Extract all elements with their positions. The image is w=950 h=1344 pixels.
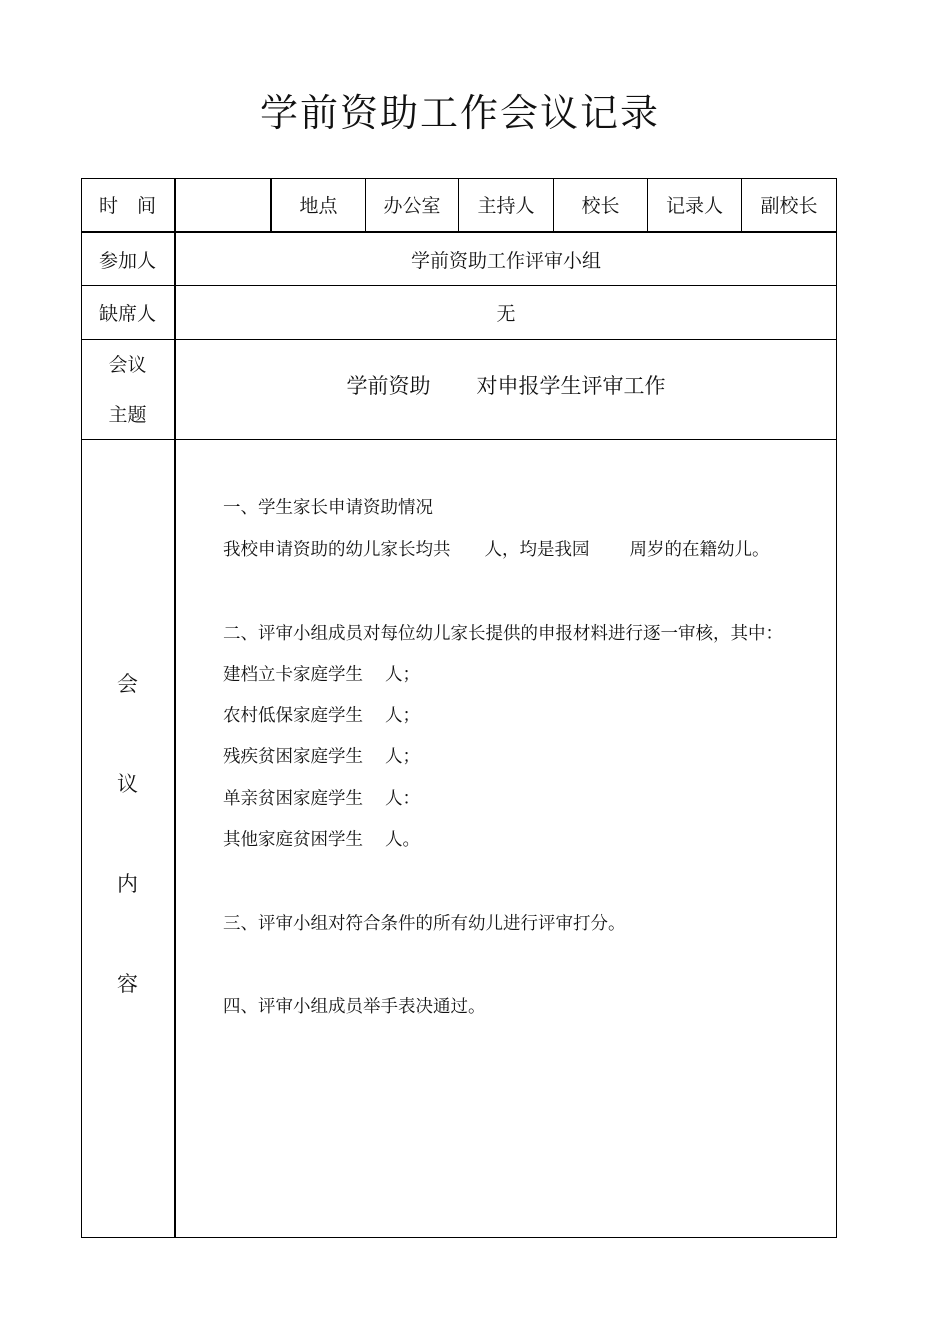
list-item-label: 残疾贫困家庭学生 — [223, 747, 363, 767]
table-border-bottom — [81, 1237, 837, 1238]
list-item — [223, 702, 420, 727]
content-label-char: 会 — [117, 672, 138, 696]
list-item — [223, 661, 420, 686]
item1-part-a: 我校申请资助的幼儿家长均共 — [223, 540, 451, 560]
list-item-suffix: 人； — [385, 747, 420, 767]
recorder-value: 副校长 — [760, 195, 818, 217]
content-label-char: 容 — [117, 972, 138, 996]
item1-part-b: 人，均是我园 — [484, 540, 590, 560]
theme-part1: 学前资助 — [346, 374, 431, 398]
absentees-value: 无 — [496, 303, 516, 325]
meeting-record-table — [81, 178, 837, 1238]
list-item-label: 其他家庭贫困学生 — [223, 830, 363, 850]
place-value: 办公室 — [383, 195, 441, 217]
item1-detail — [223, 536, 770, 561]
list-item-label: 农村低保家庭学生 — [223, 706, 363, 726]
list-item-suffix: 人： — [385, 789, 420, 809]
theme-part2: 对申报学生评审工作 — [476, 374, 666, 398]
document-title: 学前资助工作会议记录 — [259, 91, 660, 135]
host-label: 主持人 — [477, 195, 535, 217]
list-item — [223, 743, 420, 768]
theme-label-line2: 主题 — [108, 403, 147, 426]
attendees-value: 学前资助工作评审小组 — [410, 249, 601, 272]
time-label: 时 间 — [98, 195, 156, 217]
list-item-label: 建档立卡家庭学生 — [223, 665, 363, 685]
host-value: 校长 — [581, 195, 620, 217]
item2-title: 二、评审小组成员对每位幼儿家长提供的申报材料进行逐一审核，其中： — [223, 624, 783, 644]
list-item-label: 单亲贫困家庭学生 — [223, 789, 363, 809]
item3: 三、评审小组对符合条件的所有幼儿进行评审打分。 — [223, 914, 626, 934]
theme-label — [81, 340, 174, 439]
list-item — [223, 826, 420, 851]
time-value — [176, 178, 270, 231]
theme-label-line1: 会议 — [108, 353, 147, 376]
row-divider — [81, 439, 837, 440]
place-label: 地点 — [299, 195, 338, 217]
list-item-suffix: 人； — [385, 665, 420, 685]
item1-title: 一、学生家长申请资助情况 — [223, 498, 433, 518]
list-item-suffix: 人； — [385, 706, 420, 726]
table-border-right — [836, 178, 837, 1238]
list-item — [223, 785, 420, 810]
recorder-label: 记录人 — [665, 195, 723, 217]
attendees-label: 参加人 — [98, 249, 156, 272]
item1-part-c: 周岁的在籍幼儿。 — [629, 540, 770, 560]
item4: 四、评审小组成员举手表决通过。 — [223, 997, 486, 1017]
content-label-char: 议 — [117, 772, 138, 796]
list-item-suffix: 人。 — [385, 830, 420, 850]
theme-value — [176, 340, 836, 430]
absentees-label: 缺席人 — [98, 303, 156, 325]
content-label-char: 内 — [117, 872, 138, 896]
